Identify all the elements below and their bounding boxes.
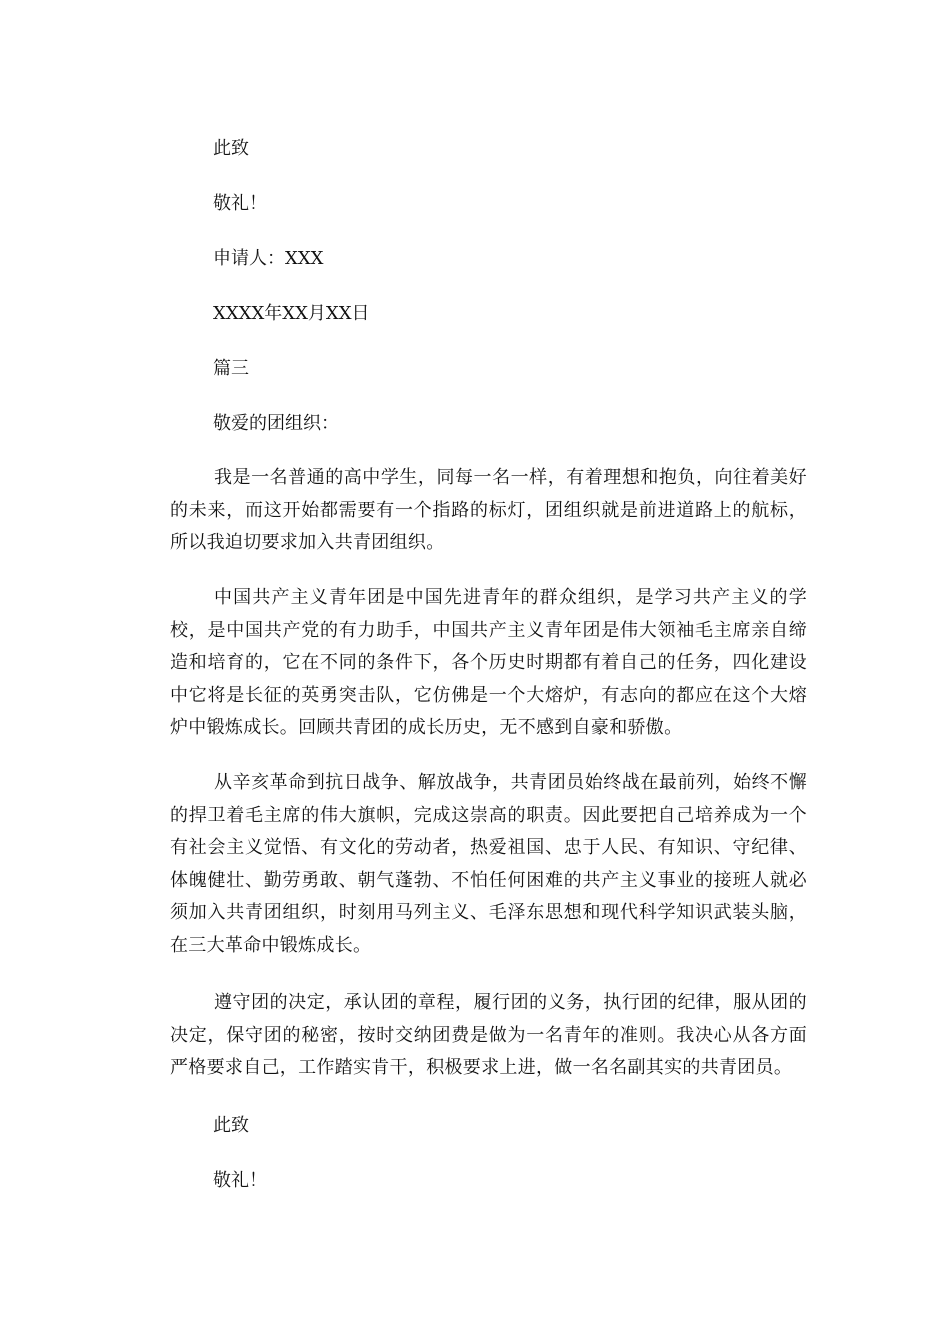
body-paragraph-4: 遵守团的决定，承认团的章程，履行团的义务，执行团的纪律，服从团的决定，保守团的秘密，按时交纳团费是做为一名青年的准则。我决心从各方面严格要求自己，工作踏实肯干，积极要求上进，做一名名副其实的共青团员。 xyxy=(170,992,807,1078)
section-title: 篇三 xyxy=(213,358,249,379)
closing-salutation-2: 此致 xyxy=(213,1115,249,1136)
body-paragraph-3: 从辛亥革命到抗日战争、解放战争，共青团员始终战在最前列，始终不懈的捍卫着毛主席的伟大旗帜，完成这崇高的职责。因此要把自己培养成为一个有社会主义觉悟、有文化的劳动者，热爱祖国、忠于人民、有知识、守纪律、体魄健壮、勤劳勇敢、朝气蓬勃、不怕任何困难的共产主义事业的接班人就必须加入共青团组织，时刻用马列主义、毛泽东思想和现代科学知识武装头脑，在三大革命中锻炼成长。 xyxy=(170,772,807,956)
greeting-line: 敬爱的团组织： xyxy=(213,413,339,434)
closing-salutation-1: 此致 xyxy=(213,138,249,159)
body-paragraph-2: 中国共产主义青年团是中国先进青年的群众组织，是学习共产主义的学校，是中国共产党的有力助手，中国共产主义青年团是伟大领袖毛主席亲自缔造和培育的，它在不同的条件下，各个历史时期都有着自己的任务，四化建设中它将是长征的英勇突击队，它仿佛是一个大熔炉，有志向的都应在这个大熔炉中锻炼成长。回顾共青团的成长历史，无不感到自豪和骄傲。 xyxy=(170,587,807,738)
closing-regards-1: 敬礼！ xyxy=(213,193,267,214)
body-paragraph-1: 我是一名普通的高中学生，同每一名一样，有着理想和抱负，向往着美好的未来，而这开始都需要有一个指路的标灯，团组织就是前进道路上的航标，所以我迫切要求加入共青团组织。 xyxy=(170,467,807,553)
date-line: XXXX年XX月XX日 xyxy=(213,303,370,324)
applicant-line: 申请人：XXX xyxy=(213,248,324,269)
closing-regards-2: 敬礼！ xyxy=(213,1170,267,1191)
